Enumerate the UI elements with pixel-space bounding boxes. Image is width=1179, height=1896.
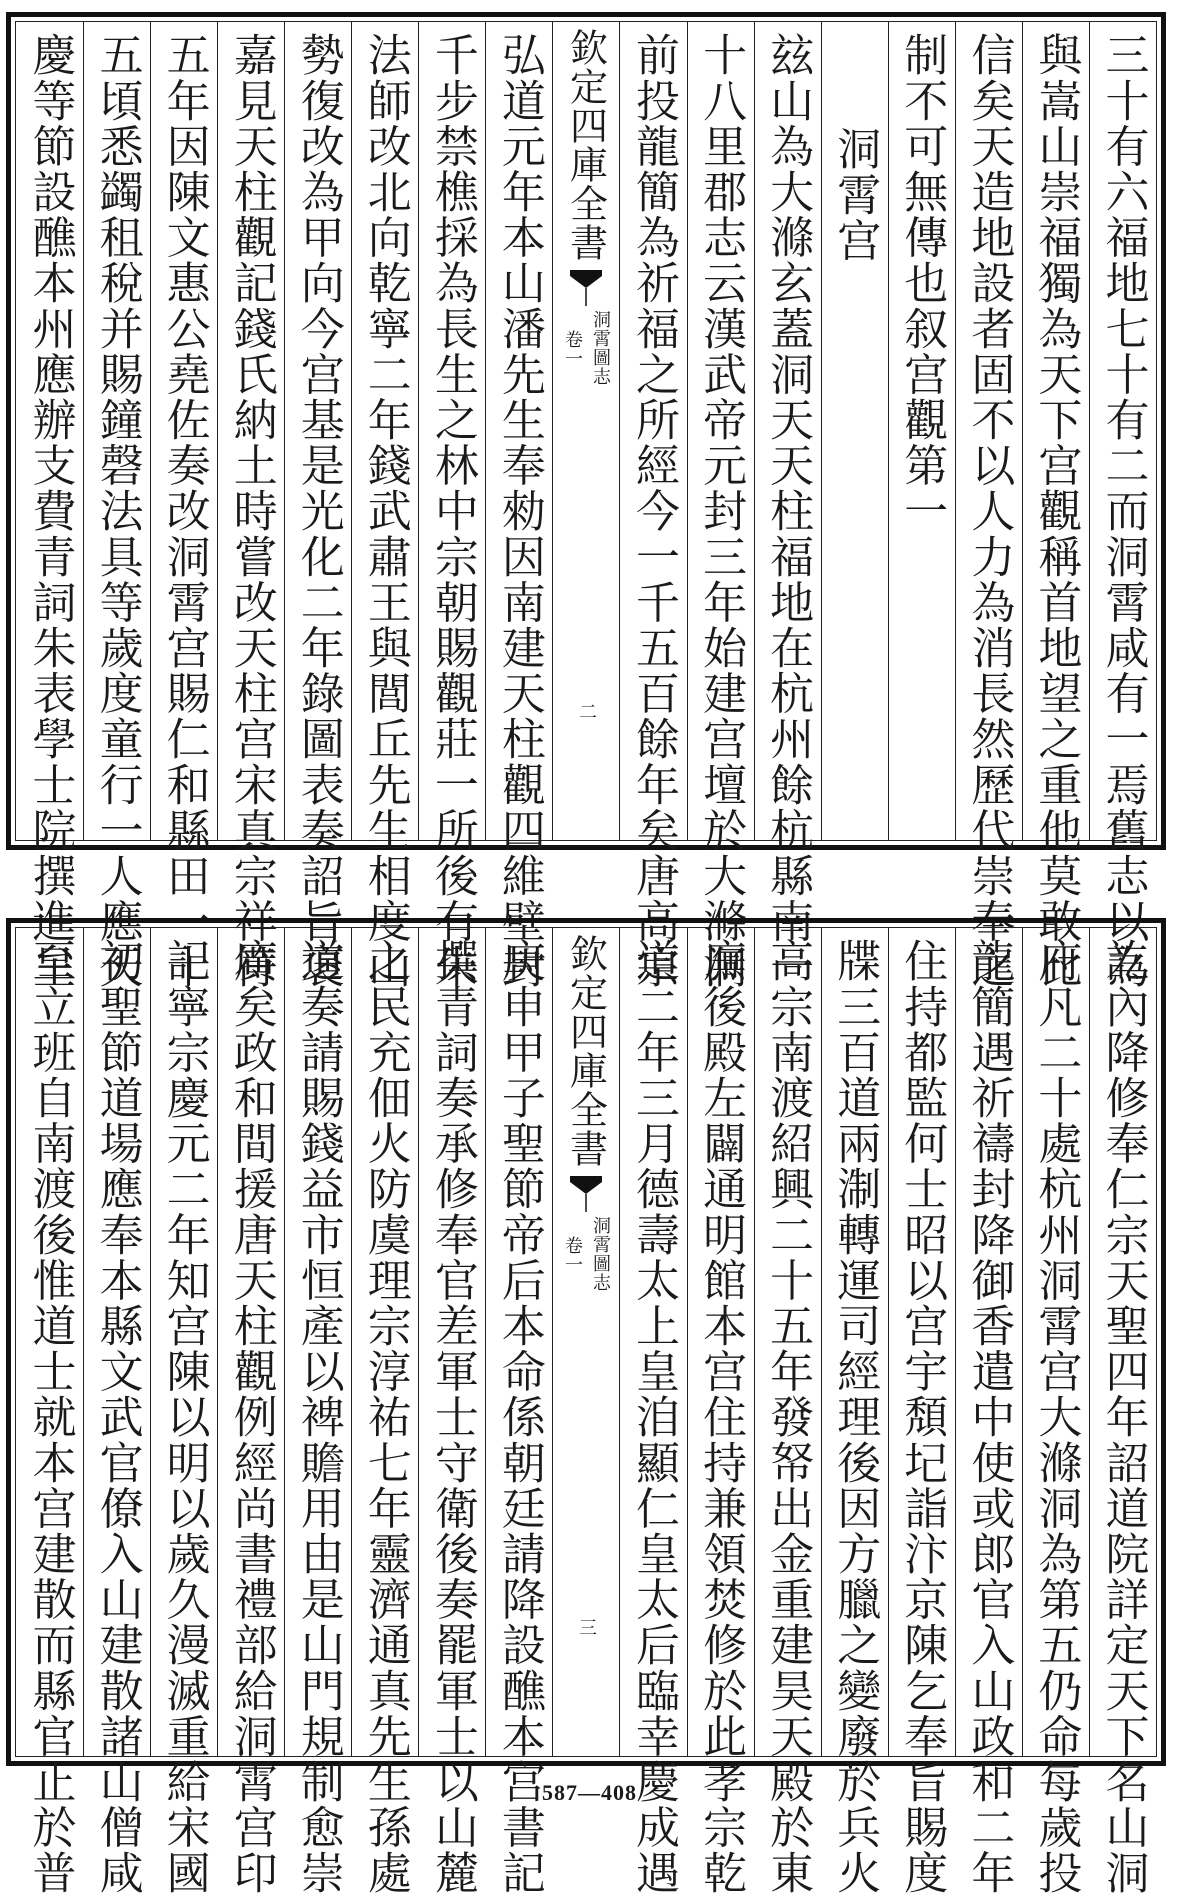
- gutter-volume: 卷一: [561, 330, 583, 368]
- text-column: [150, 928, 218, 1896]
- text-column: [888, 928, 956, 1896]
- column-text: 高宗南渡紹興二十五年發帑出金重建昊天殿於東: [762, 938, 814, 1896]
- gutter-subtitle: [559, 1216, 613, 1292]
- text-column: [16, 928, 84, 1896]
- column-text: 廣矣政和間援唐天柱觀例經尚書禮部給洞霄宫印: [225, 938, 277, 1896]
- column-text: 撰青詞奏承修奉官差軍士守衛後奏罷軍士以山麓: [426, 938, 478, 1896]
- text-column: [485, 928, 552, 1896]
- column-text: 至立班自南渡後惟道士就本宫建散而縣官止於普: [24, 938, 76, 1896]
- column-text: 五年因陳文惠公堯佐奏改洞霄宫賜仁和縣田一十: [158, 32, 210, 990]
- text-column: [351, 928, 419, 1896]
- column-text: 住持都監何士昭以宫宇頽圮詣汴京陳乞奉旨賜度: [896, 938, 948, 1896]
- column-text: 前投龍簡為祈福之所經今一千五百餘年矣唐高宗: [628, 32, 680, 990]
- column-text: 嘉見天柱觀記錢氏納土時嘗改天柱宫宋真宗祥符: [225, 32, 277, 990]
- column-text: 龍簡遇祈禱封降御香遣中使或郎官入山政和二年: [963, 938, 1015, 1896]
- column-text: 信矣天造地設者固不以人力為消長然歷代崇奉之: [963, 32, 1015, 990]
- column-text: 之民充佃火防虞理宗淳祐七年靈濟通真先生孫處: [359, 938, 411, 1896]
- text-column: [418, 928, 486, 1896]
- text-column: [217, 928, 285, 1896]
- column-text: 道二年三月德壽太上皇洎顯仁皇太后臨幸慶成遇: [628, 938, 680, 1896]
- column-text: 玆山為大滌玄蓋洞天天柱福地在杭州餘杭縣南一: [762, 32, 814, 990]
- column-text: 府凡二十處杭州洞霄宫大滌洞為第五仍命每歲投: [1030, 938, 1082, 1896]
- column-text: 五頃悉蠲租稅并賜鐘磬法具等歲度童行一人應天: [91, 32, 143, 990]
- column-text: 三十有六福地七十有二而洞霄咸有一焉舊志以為: [1097, 32, 1149, 990]
- column-text: 千步禁樵採為長生之林中宗朝賜觀莊一所後有朱: [426, 32, 478, 990]
- column-text: 弘道元年本山潘先生奉勑因南建天柱觀四維壁封: [493, 32, 545, 990]
- fish-tail-mark-icon: [566, 1172, 606, 1212]
- text-column: [83, 928, 151, 1896]
- gutter-page-number: 三: [575, 1618, 597, 1636]
- gutter-volume: 卷一: [561, 1236, 583, 1274]
- text-column: [754, 928, 822, 1896]
- gutter-book-title: 洞霄圖志: [589, 1216, 611, 1292]
- text-column: [687, 928, 755, 1896]
- text-column: [821, 928, 889, 1896]
- gutter-title: 欽定四庫全書: [563, 28, 608, 262]
- gutter-title: 欽定四庫全書: [563, 934, 608, 1168]
- column-text: 制不可無傳也叙宫觀第一: [896, 32, 948, 534]
- page-folio-number: 587—408: [542, 1780, 637, 1805]
- column-text: 牒三百道兩淛轉運司經理後因方臘之變廢於兵火: [829, 938, 881, 1896]
- column-text: 慶等節設醮本州應辦支費青詞朱表學士院撰進呈: [24, 32, 76, 990]
- column-text: 勢復改為甲向今宫基是光化二年錄圖表奏詔旨褒: [292, 32, 344, 990]
- text-column: [1022, 928, 1090, 1896]
- gutter-page-number: 二: [575, 702, 597, 720]
- column-text: 初聖節道場應奉本縣文武官僚入山建散諸山僧咸: [91, 938, 143, 1896]
- column-text: 與嵩山崇福獨為天下宫觀稱首地望之重他莫敢比: [1030, 32, 1082, 990]
- column-text: 訖內降修奉仁宗天聖四年詔道院詳定天下名山洞: [1097, 938, 1149, 1896]
- gutter-book-title: 洞霄圖志: [589, 310, 611, 386]
- column-text: 記寧宗慶元二年知宫陳以明以歲久漫滅重給宋國: [158, 938, 210, 1896]
- text-column: [620, 928, 688, 1896]
- center-gutter: [552, 928, 619, 1756]
- column-text: 洞霄宫: [829, 126, 881, 263]
- text-column: [955, 928, 1023, 1896]
- text-column: [1089, 928, 1156, 1896]
- column-text: 法師改北向乾寧二年錢武肅王與閭丘先生相度山: [359, 32, 411, 990]
- column-text: 庚申甲子聖節帝后本命係朝廷請降設醮本宫書記: [493, 938, 545, 1896]
- column-text: 道奏請賜錢益市恒產以裨贍用由是山門規制愈崇: [292, 938, 344, 1896]
- column-text: 十八里郡志云漢武帝元封三年始建宫壇於大滌洞: [695, 32, 747, 990]
- text-column: [284, 928, 352, 1896]
- column-text: 廡後殿左闢通明館本宫住持兼領焚修於此孝宗乾: [695, 938, 747, 1896]
